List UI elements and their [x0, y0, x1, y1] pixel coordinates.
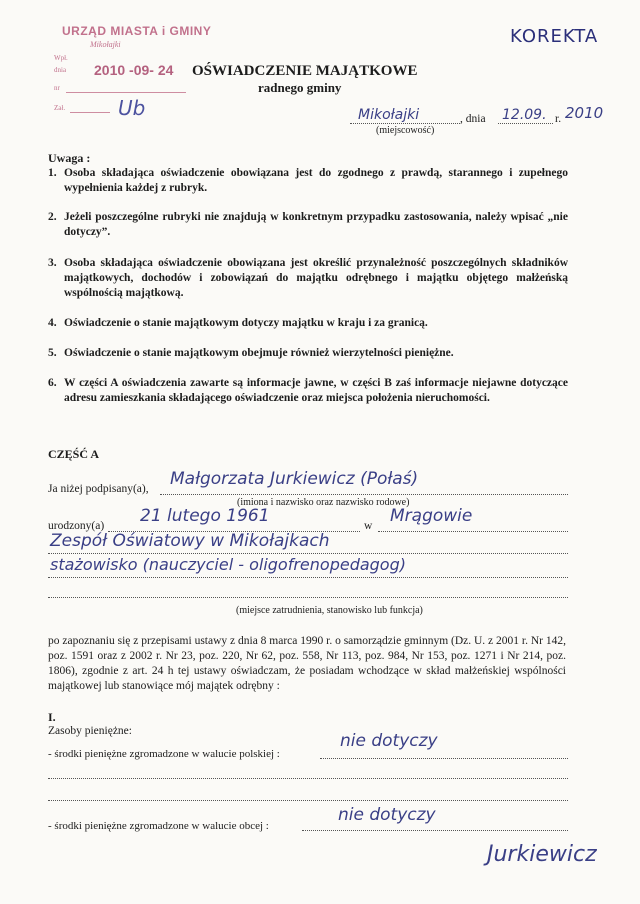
- office-stamp: [48, 22, 212, 120]
- pln-value: nie dotyczy: [340, 731, 438, 751]
- place-value: Mikołajki: [358, 107, 420, 123]
- uwaga-item-2: 2. Jeżeli poszczególne rubryki nie znajdują w konkretnym przypadku zastosowania, należy wpisać „nie dotyczy”.: [48, 211, 568, 238]
- stamp-wpl-label: Wpł.: [54, 54, 68, 62]
- stamp-date-label: dnia: [54, 66, 67, 74]
- uwaga-item-1: 1. Osoba składająca oświadczenie obowiązana jest do zgodnego z prawdą, starannego i zupełnego wypełnienia każdej z rubryk.: [48, 167, 568, 194]
- uwaga-item-4: 4. Oświadczenie o stanie majątkowym dotyczy majątku w kraju i za granicą.: [48, 317, 428, 329]
- born-w-label: w: [364, 520, 373, 532]
- work-line-1: [48, 533, 568, 557]
- foreign-label: - środki pieniężne zgromadzone w walucie obcej :: [48, 820, 269, 832]
- dnia-label: , dnia: [460, 113, 486, 125]
- section-i-heading: Zasoby pieniężne:: [48, 725, 132, 737]
- work-caption: (miejsce zatrudnienia, stanowisko lub funkcja): [236, 605, 423, 616]
- name-value: Małgorzata Jurkiewicz (Połaś): [170, 469, 419, 489]
- work-value-2: stażowisko (nauczyciel - oligofrenopedagog): [50, 555, 406, 574]
- signature: Jurkiewicz: [487, 842, 597, 867]
- foreign-row: [48, 805, 568, 834]
- czesc-a-heading: CZĘŚĆ A: [48, 447, 100, 461]
- foreign-value: nie dotyczy: [338, 805, 436, 825]
- pln-label: - środki pieniężne zgromadzone w walucie polskiej :: [48, 748, 280, 760]
- pln-extra-line-2: [48, 792, 568, 804]
- r-label: r.: [555, 113, 562, 125]
- stamp-date: 2010 -09- 24: [94, 62, 174, 78]
- stamp-city: Mikołajki: [90, 40, 121, 49]
- uwaga-item-5: 5. Oświadczenie o stanie majątkowym obejmuje również wierzytelności pieniężne.: [48, 347, 454, 359]
- name-caption: (imiona i nazwisko oraz nazwisko rodowe): [237, 497, 410, 508]
- section-i-numeral: I.: [48, 710, 56, 724]
- born-label: urodzony(a): [48, 520, 105, 532]
- page-subtitle: radnego gminy: [258, 80, 342, 95]
- korekta-annotation: KOREKTA: [510, 26, 599, 47]
- work-value-1: Zespół Oświatowy w Mikołajkach: [50, 531, 330, 551]
- page-title: OŚWIADCZENIE MAJĄTKOWE: [192, 63, 418, 79]
- signed-label: Ja niżej podpisany(a),: [48, 483, 149, 495]
- stamp-office-name: URZĄD MIASTA i GMINY: [62, 24, 212, 38]
- work-line-2: [48, 557, 568, 581]
- work-line-3: [48, 585, 568, 599]
- signed-row: [48, 469, 568, 498]
- born-place-value: Mrągowie: [390, 506, 473, 526]
- stamp-zal-label: Zał.: [54, 104, 66, 112]
- stamp-nr-label: nr: [54, 84, 60, 92]
- uwaga-item-6: 6. W części A oświadczenia zawarte są informacje jawne, w części B zaś informacje niejawne dotyczące adresu zamieszkania składającego oświadczenie oraz miejsca położenia nieruchomości.: [48, 377, 568, 404]
- statement-text: po zapoznaniu się z przepisami ustawy z dnia 8 marca 1990 r. o samorządzie gminnym (Dz. U. z 2001 r. Nr 142, poz. 1591 oraz z 2002 r. Nr 23, poz. 220, Nr 62, poz. 558, Nr 113, poz. 984, Nr 153, poz. 1271 i Nr 214, poz. 1806), zgodnie z art. 24 h tej ustawy oświadczam, że posiadam wchodzące w skład małżeńskiej wspólności majątkowej lub stanowiące mój majątek odrębny :: [48, 635, 566, 692]
- stamp-handwritten-mark: Ub: [118, 96, 146, 120]
- uwaga-item-3: 3. Osoba składająca oświadczenie obowiązana jest określić przynależność poszczególnych składników majątkowych, dochodów i zobowiązań do majątku odrębnego i majątku objętego małżeńską wspólnością majątkową.: [48, 257, 568, 299]
- place-caption: (miejscowość): [376, 125, 435, 136]
- date-value: 12.09.: [502, 107, 547, 123]
- uwaga-heading: Uwaga :: [48, 151, 91, 165]
- born-date-value: 21 lutego 1961: [140, 506, 270, 526]
- year-value: 2010: [565, 104, 604, 122]
- pln-extra-line-1: [48, 770, 568, 782]
